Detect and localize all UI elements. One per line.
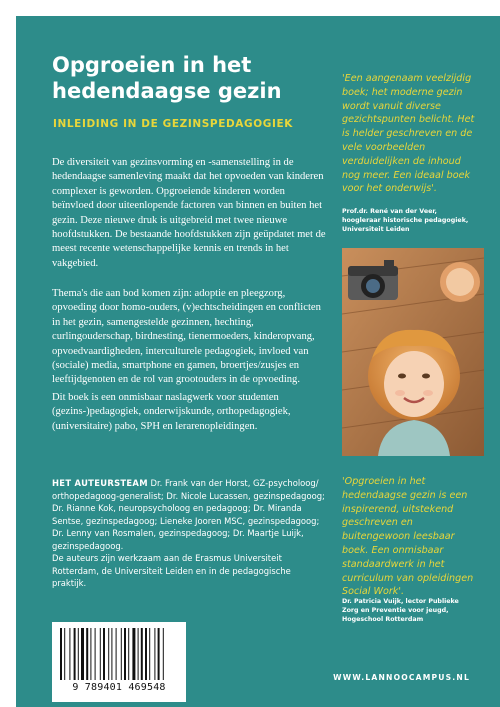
publisher-url: WWW.LANNOOCAMPUS.NL — [333, 673, 470, 682]
book-title — [52, 52, 332, 104]
author-team — [52, 477, 326, 590]
review-quote-1: 'Een aangenaam veelzijdig boek; het moderne gezin wordt vanuit diverse gezichtspunten belicht. Het is helder geschreven en de vele voorbeelden verduidelijken de inhoud nog meer. Een ideaal boek voor het onderwijs'. — [342, 73, 475, 195]
title-line-2: hedendaagse gezin — [52, 79, 282, 103]
title-line-1: Opgroeien in het — [52, 53, 252, 77]
blurb-paragraph-1: De diversiteit van gezinsvorming en -samenstelling in de hedendaagse samenleving maakt dat het opvoeden van kinderen complexer is geworden. Opgroeiende kinderen worden beïnvloed door uiteenlopende factoren van binnen en buiten het gezin. Deze nieuwe druk is uitgebreid met twee nieuwe hoofdstukken. De bestaande hoofdstukken zijn geüpdatet met de meest recente wetenschappelijke kennis en trends in het vakgebied. — [52, 157, 326, 269]
barcode-bars — [58, 628, 180, 680]
author-affiliation: De auteurs zijn werkzaam aan de Erasmus Universiteit Rotterdam, de Universiteit Leiden en in de pedagogische praktijk. — [52, 553, 291, 588]
author-team-list: Dr. Frank van der Horst, GZ-psycholoog/ orthopedagoog-generalist; Dr. Nicole Lucassen, gezinspedagoog; Dr. Rianne Kok, neuropsycholoog en pedagoog; Dr. Miranda Sentse, gezinspedagoog; Lieneke Jooren MSC, gezinspedagoog; Dr. Lenny van Rosmalen, gezinspedagoog; Dr. Maartje Luijk, gezinspedagoog. — [52, 478, 325, 551]
isbn-number: 9 789401 469548 — [72, 682, 166, 693]
child-with-camera-photo — [342, 248, 484, 456]
isbn-barcode — [52, 622, 186, 702]
review-attribution-1: Prof.dr. René van der Veer, hoogleraar historische pedagogiek, Universiteit Leiden — [342, 208, 469, 233]
blurb-paragraph-2: Thema's die aan bod komen zijn: adoptie en pleegzorg, opvoeding door homo-ouders, (v)echtscheidingen en conflicten in het gezin, samengestelde gezinnen, hechting, curlingouderschap, birdnesting, tienermoeders, kinderopvang, opvoedvaardigheden, interculturele pedagogiek, invloed van (sociale) media, smartphone en gamen, broertjes/zusjes en leeftijdgenoten en de rol van grootouders in de opvoeding. — [52, 288, 321, 386]
camera-icon — [348, 260, 398, 300]
review-quote-2: 'Opgroeien in het hedendaagse gezin is een inspirerend, uitstekend geschreven en buitengewoon leesbaar boek. Een onmisbaar standaardwerk in het curriculum van opleidingen Social Work'. — [342, 476, 474, 598]
blurb-paragraph-3: Dit boek is een onmisbaar naslagwerk voor studenten (gezins-)pedagogiek, onderwijskunde, orthopedagogiek, (universitaire) pabo, SPH en lerarenopleidingen. — [52, 392, 291, 432]
author-team-label: HET AUTEURSTEAM — [52, 478, 148, 488]
book-subtitle: INLEIDING IN DE GEZINSPEDAGOGIEK — [53, 118, 293, 130]
review-attribution-2: Dr. Patricia Vuijk, lector Publieke Zorg en Preventie voor jeugd, Hogeschool Rotterdam — [342, 598, 459, 623]
